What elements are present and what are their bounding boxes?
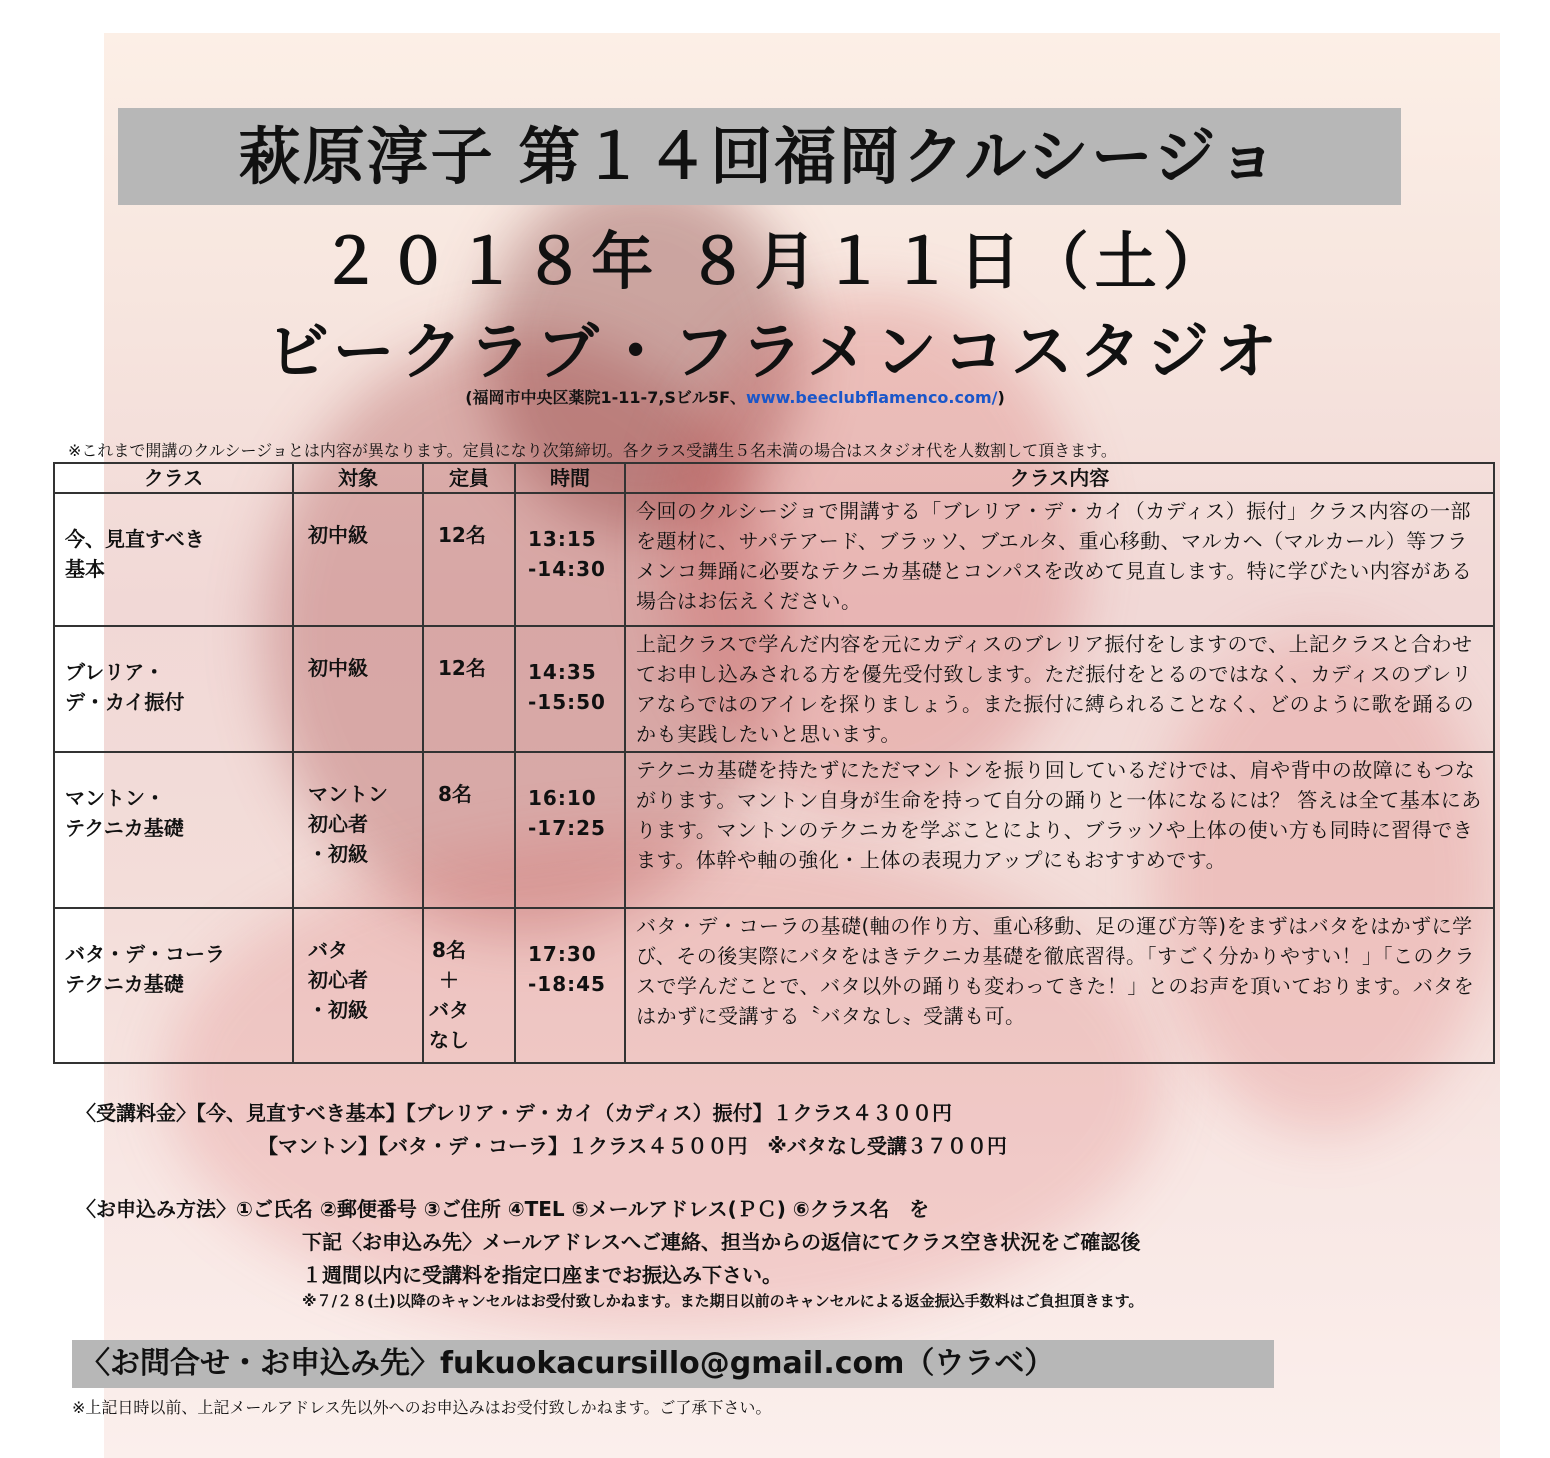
class-description: 上記クラスで学んだ内容を元にカディスのブレリア振付をしますので、上記クラスと合わせてお申し込みされる方を優先受付致します。ただ振付をとるのではなく、カディスのブレリアならではのアイレを探りましょう。また振付に縛られることなく、どのように歌を踊るのかも実践したいと思います。 xyxy=(625,626,1494,752)
contact-email[interactable]: 〈お問合せ・お申込み先〉fukuokacursillo@gmail.com（ウラベ） xyxy=(80,1346,1055,1381)
class-capacity: 8名 ＋ バタ なし xyxy=(423,908,515,1063)
header-description: クラス内容 xyxy=(625,463,1494,493)
class-name: バタ・デ・コーラ テクニカ基礎 xyxy=(54,908,293,1063)
class-time: 17:30 -18:45 xyxy=(515,908,625,1063)
website-link[interactable]: www.beeclubflamenco.com/ xyxy=(746,388,998,407)
fee-line-2: 【マントン】【バタ・デ・コーラ】１クラス４５００円 ※バタなし受講３７００円 xyxy=(258,1134,1007,1158)
table-row xyxy=(54,626,1494,752)
application-line-2: 下記〈お申込み先〉メールアドレスへご連絡、担当からの返信にてクラス空き状況をご確認後 xyxy=(302,1230,1141,1254)
class-target: バタ 初心者 ・初級 xyxy=(293,908,423,1063)
header-capacity: 定員 xyxy=(423,463,515,493)
application-line-3: １週間以内に受講料を指定口座までお振込み下さい。 xyxy=(302,1263,782,1287)
class-time: 14:35 -15:50 xyxy=(515,626,625,752)
footnote: ※上記日時以前、上記メールアドレス先以外へのお申込みはお受付致しかねます。ご了承下さい。 xyxy=(72,1398,772,1417)
class-capacity: 8名 xyxy=(423,752,515,908)
venue-name: ビークラブ・フラメンコスタジオ xyxy=(267,315,1283,388)
class-name: ブレリア・ デ・カイ振付 xyxy=(54,626,293,752)
table-header-row xyxy=(54,463,1494,493)
class-capacity: 12名 xyxy=(423,493,515,626)
address-close: ) xyxy=(997,388,1005,407)
class-time: 16:10 -17:25 xyxy=(515,752,625,908)
table-row xyxy=(54,493,1494,626)
event-date: ２０１８年 ８月１１日（土） xyxy=(319,225,1231,298)
class-name: 今、見直すべき 基本 xyxy=(54,493,293,626)
class-description: バタ・デ・コーラの基礎(軸の作り方、重心移動、足の運び方等)をまずはバタをはかずに学び、その後実際にバタをはきテクニカ基礎を徹底習得。「すごく分かりやすい！」「このクラスで学んだことで、バタ以外の踊りも変わってきた！」とのお声を頂いております。バタをはかずに受講する〝バタなし〟受講も可。 xyxy=(625,908,1494,1063)
address-text: (福岡市中央区薬院1-11-7,Sビル5F、 xyxy=(465,388,746,407)
class-time: 13:15 -14:30 xyxy=(515,493,625,626)
table-row xyxy=(54,908,1494,1063)
cancellation-note: ※７/２８(土)以降のキャンセルはお受付致しかねます。また期日以前のキャンセルによる返金振込手数料はご負担頂きます。 xyxy=(302,1292,1144,1310)
notice-text: ※これまで開講のクルシージョとは内容が異なります。定員になり次第締切。各クラス受講生５名未満の場合はスタジオ代を人数割して頂きます。 xyxy=(68,441,1117,460)
event-title: 萩原淳子 第１４回福岡クルシージョ xyxy=(238,120,1281,193)
class-schedule-table xyxy=(53,462,1495,1064)
application-line-1: 〈お申込み方法〉①ご氏名 ②郵便番号 ③ご住所 ④TEL ⑤メールアドレス(ＰＣ) ⑥クラス名 を xyxy=(76,1197,930,1221)
class-target: マントン 初心者 ・初級 xyxy=(293,752,423,908)
fee-line-1: 〈受講料金〉【今、見直すべき基本】【ブレリア・デ・カイ（カディス）振付】１クラス４３００円 xyxy=(76,1101,952,1125)
class-target: 初中級 xyxy=(293,626,423,752)
class-capacity: 12名 xyxy=(423,626,515,752)
class-description: テクニカ基礎を持たずにただマントンを振り回しているだけでは、肩や背中の故障にもつながります。マントン自身が生命を持って自分の踊りと一体になるには？ 答えは全て基本にあります。マントンのテクニカを学ぶことにより、ブラッソや上体の使い方も同時に習得できます。体幹や軸の強化・上体の表現力アップにもおすすめです。 xyxy=(625,752,1494,908)
class-name: マントン・ テクニカ基礎 xyxy=(54,752,293,908)
class-description: 今回のクルシージョで開講する「ブレリア・デ・カイ（カディス）振付」クラス内容の一部を題材に、サパテアード、ブラッソ、ブエルタ、重心移動、マルカヘ（マルカール）等フラメンコ舞踊に必要なテクニカ基礎とコンパスを改めて見直します。特に学びたい内容がある場合はお伝えください。 xyxy=(625,493,1494,626)
venue-address xyxy=(0,385,1470,408)
table-row xyxy=(54,752,1494,908)
class-target: 初中級 xyxy=(293,493,423,626)
header-target: 対象 xyxy=(293,463,423,493)
header-class: クラス xyxy=(54,463,293,493)
header-time: 時間 xyxy=(515,463,625,493)
